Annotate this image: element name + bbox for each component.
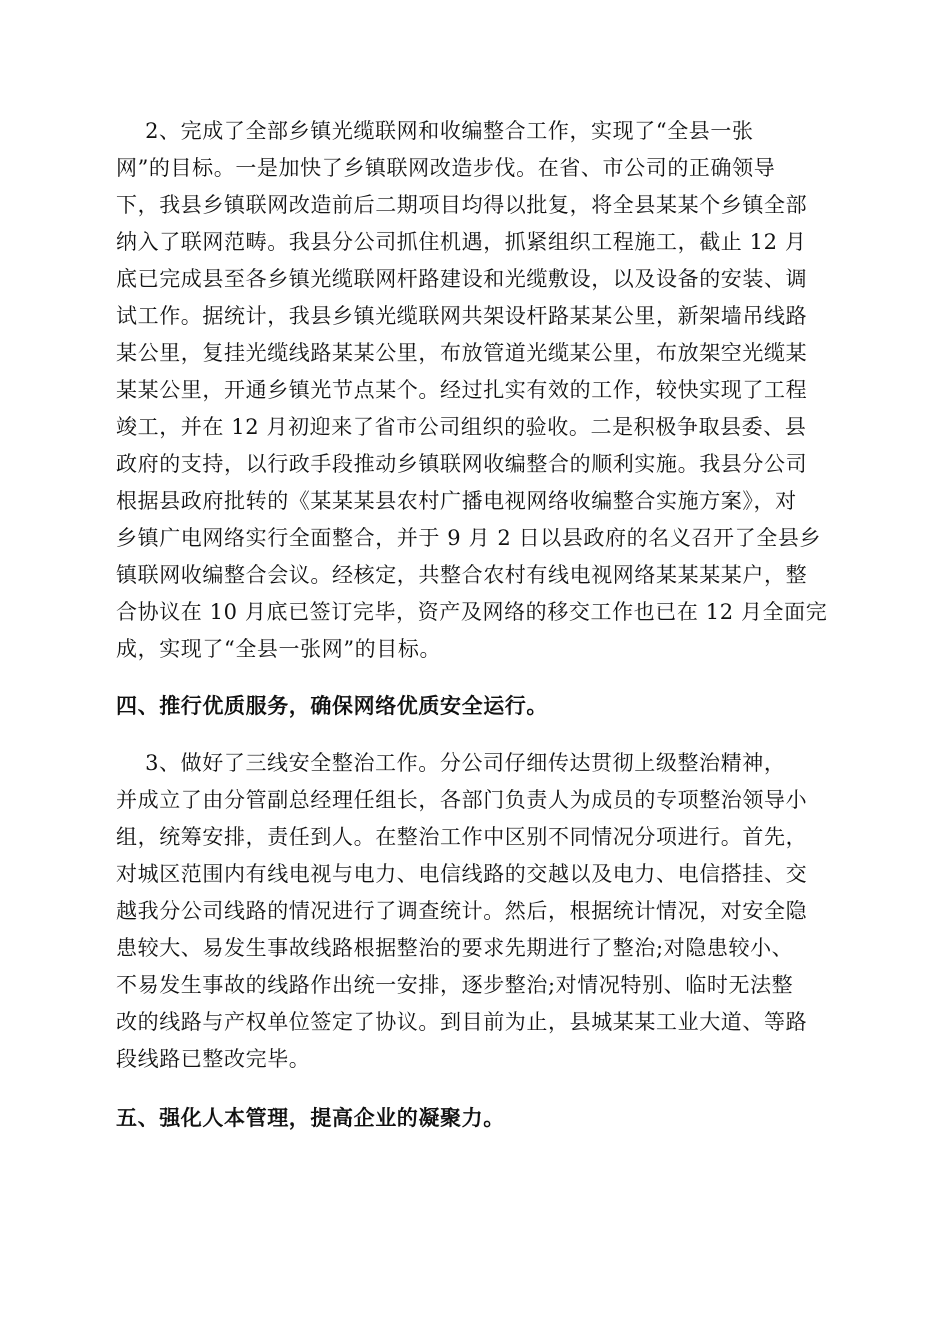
paragraph-line: 越我分公司线路的情况进行了调查统计。然后，根据统计情况，对安全隐: [116, 899, 808, 923]
paragraph-line: 某某公里，开通乡镇光节点某个。经过扎实有效的工作，较快实现了工程: [116, 378, 808, 402]
paragraph-line: 乡镇广电网络实行全面整合，并于 9 月 2 日以县政府的名义召开了全县乡: [116, 526, 822, 550]
paragraph-line: 纳入了联网范畴。我县分公司抓住机遇，抓紧组织工程施工，截止 12 月: [116, 230, 807, 254]
paragraph-line: 成，实现了“全县一张网”的目标。: [116, 637, 442, 661]
paragraph-line: 段线路已整改完毕。: [116, 1047, 311, 1071]
paragraph-line: 不易发生事故的线路作出统一安排，逐步整治;对情况特别、临时无法整: [116, 973, 794, 997]
paragraph-line: 改的线路与产权单位签定了协议。到目前为止，县城某某工业大道、等路: [116, 1010, 808, 1034]
paragraph-line: 对城区范围内有线电视与电力、电信线路的交越以及电力、电信搭挂、交: [116, 862, 808, 886]
section-heading-five: 五、强化人本管理，提高企业的凝聚力。: [116, 1106, 505, 1130]
paragraph-line: 根据县政府批转的《某某某县农村广播电视网络收编整合实施方案》，对: [116, 489, 797, 513]
paragraph-line: 试工作。据统计，我县乡镇光缆联网共架设杆路某某公里，新架墙吊线路: [116, 304, 808, 328]
paragraph-line: 2、完成了全部乡镇光缆联网和收编整合工作，实现了“全县一张: [116, 119, 754, 143]
paragraph-line: 并成立了由分管副总经理任组长，各部门负责人为成员的专项整治领导小: [116, 788, 808, 812]
paragraph-line: 组，统筹安排，责任到人。在整治工作中区别不同情况分项进行。首先，: [116, 825, 808, 849]
section-heading-four: 四、推行优质服务，确保网络优质安全运行。: [116, 694, 548, 718]
paragraph-line: 竣工，并在 12 月初迎来了省市公司组织的验收。二是积极争取县委、县: [116, 415, 807, 439]
paragraph-line: 镇联网收编整合会议。经核定，共整合农村有线电视网络某某某某户，整: [116, 563, 808, 587]
paragraph-line: 政府的支持，以行政手段推动乡镇联网收编整合的顺利实施。我县分公司: [116, 452, 808, 476]
paragraph-line: 底已完成县至各乡镇光缆联网杆路建设和光缆敷设，以及设备的安装、调: [116, 267, 808, 291]
paragraph-line: 网”的目标。一是加快了乡镇联网改造步伐。在省、市公司的正确领导: [116, 156, 776, 180]
paragraph-line: 3、做好了三线安全整治工作。分公司仔细传达贯彻上级整治精神，: [116, 751, 786, 775]
paragraph-line: 合协议在 10 月底已签订完毕，资产及网络的移交工作也已在 12 月全面完: [116, 600, 828, 624]
paragraph-line: 下，我县乡镇联网改造前后二期项目均得以批复，将全县某某个乡镇全部: [116, 193, 808, 217]
paragraph-line: 患较大、易发生事故线路根据整治的要求先期进行了整治;对隐患较小、: [116, 936, 794, 960]
paragraph-line: 某公里，复挂光缆线路某某公里，布放管道光缆某公里，布放架空光缆某: [116, 341, 808, 365]
